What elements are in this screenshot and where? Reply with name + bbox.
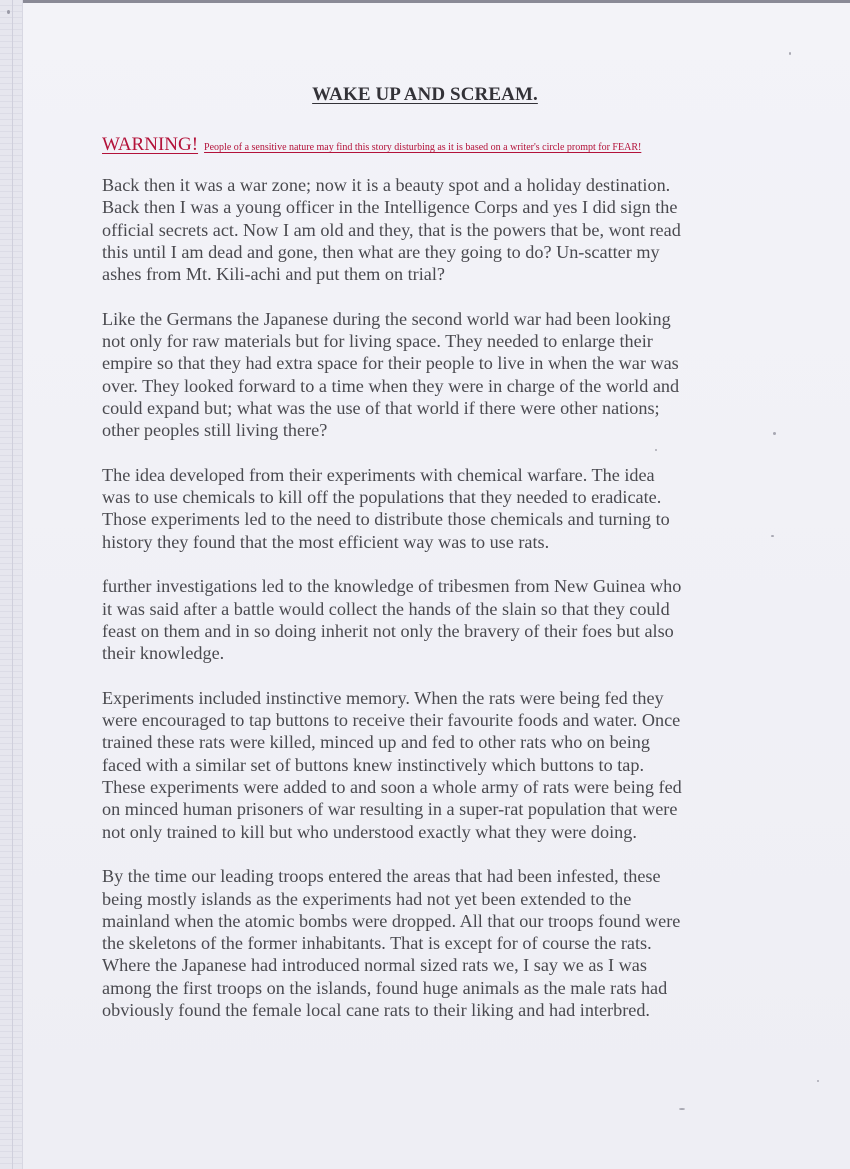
story-paragraph (102, 308, 802, 442)
document-title: WAKE UP AND SCREAM. (312, 84, 538, 105)
page-top-edge (0, 0, 850, 3)
text-line: being mostly islands as the experiments had not yet been extended to the (102, 888, 632, 909)
text-line: These experiments were added to and soon a whole army of rats were being fed (102, 777, 682, 798)
text-line: other peoples still living there? (102, 420, 328, 441)
scan-speck (773, 432, 776, 435)
corner-mark (7, 10, 10, 14)
text-line: Those experiments led to the need to distribute those chemicals and turning to (102, 509, 670, 530)
text-line: was to use chemicals to kill off the populations that they needed to eradicate. (102, 487, 662, 508)
text-line: could expand but; what was the use of that world if there were other nations; (102, 397, 660, 418)
text-line: were encouraged to tap buttons to receive their favourite foods and water. Once (102, 710, 681, 731)
text-line: Like the Germans the Japanese during the second world war had been looking (102, 308, 671, 329)
scan-speck (771, 535, 774, 537)
text-line: it was said after a battle would collect the hands of the slain so that they could (102, 598, 670, 619)
scan-speck (655, 449, 657, 451)
story-paragraph (102, 575, 802, 664)
warning-label: WARNING! (102, 134, 199, 155)
text-line: Back then it was a war zone; now it is a beauty spot and a holiday destination. (102, 175, 671, 195)
text-line: By the time our leading troops entered the areas that had been infested, these (102, 866, 661, 887)
text-line: ashes from Mt. Kili-achi and put them on trial? (102, 264, 445, 285)
text-line: mainland when the atomic bombs were dropped. All that our troops found were (102, 910, 681, 931)
text-line: obviously found the female local cane rats to their liking and had interbred. (102, 999, 650, 1020)
text-line: empire so that they had extra space for their people to live in when the war was (102, 353, 679, 374)
warning-text: People of a sensitive nature may find this story disturbing as it is based on a writer's circle prompt for FEAR! (204, 142, 642, 153)
text-line: not only for raw materials but for living space. They needed to enlarge their (102, 331, 653, 352)
warning-note (102, 134, 802, 156)
scan-speck (679, 1108, 685, 1110)
story-body (102, 174, 802, 1044)
text-line: the skeletons of the former inhabitants. That is except for of course the rats. (102, 933, 652, 954)
text-line: Where the Japanese had introduced normal sized rats we, I say we as I was (102, 955, 647, 976)
text-line: The idea developed from their experiments with chemical warfare. The idea (102, 464, 655, 485)
scan-speck (817, 1080, 819, 1082)
story-paragraph (102, 174, 802, 285)
story-paragraph (102, 464, 802, 553)
text-line: on minced human prisoners of war resulting in a super-rat population that were (102, 799, 678, 820)
text-line: official secrets act. Now I am old and they, that is the powers that be, wont read (102, 219, 681, 240)
text-line: further investigations led to the knowledge of tribesmen from New Guinea who (102, 576, 682, 597)
text-line: faced with a similar set of buttons knew instinctively which buttons to tap. (102, 754, 644, 775)
text-line: not only trained to kill but who understood exactly what they were doing. (102, 821, 637, 842)
text-line: history they found that the most efficient way was to use rats. (102, 531, 550, 552)
text-line: feast on them and in so doing inherit not only the bravery of their foes but also (102, 620, 674, 641)
story-paragraph (102, 865, 802, 1021)
text-line: this until I am dead and gone, then what are they going to do? Un-scatter my (102, 241, 660, 262)
scan-speck (789, 52, 791, 55)
text-line: their knowledge. (102, 643, 225, 664)
binding-line (12, 0, 13, 1169)
story-paragraph (102, 687, 802, 843)
text-line: over. They looked forward to a time when they were in charge of the world and (102, 375, 680, 396)
text-line: trained these rats were killed, minced up and fed to other rats who on being (102, 732, 650, 753)
text-line: Experiments included instinctive memory. When the rats were being fed they (102, 687, 664, 708)
text-line: Back then I was a young officer in the Intelligence Corps and yes I did sign the (102, 197, 678, 218)
text-line: among the first troops on the islands, found huge animals as the male rats had (102, 977, 668, 998)
